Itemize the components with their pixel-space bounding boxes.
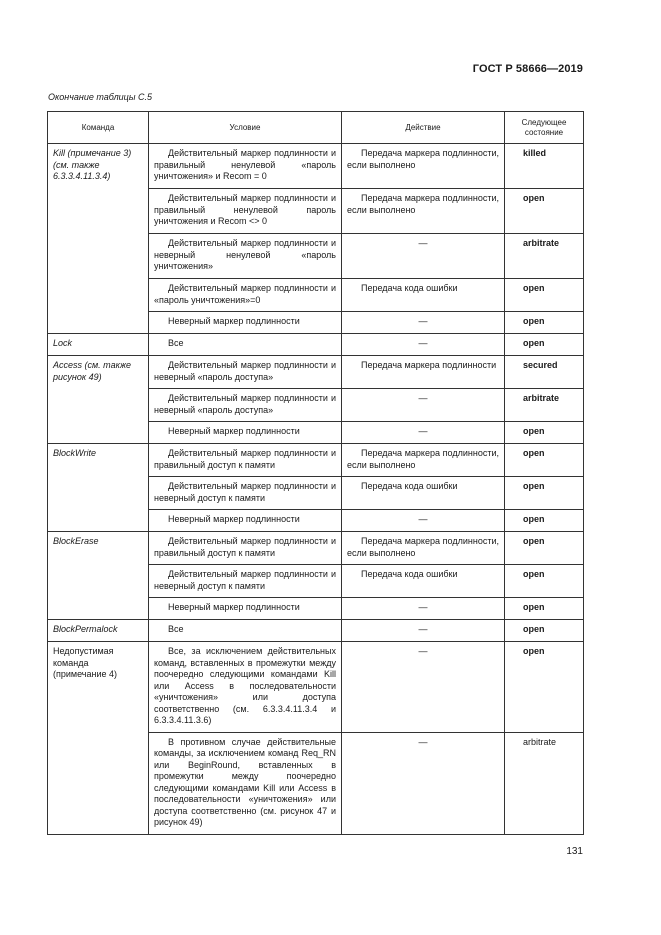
next-state-cell: open xyxy=(505,510,584,532)
standard-number: ГОСТ Р 58666—2019 xyxy=(472,63,583,75)
action-cell: Передача маркера подлинности, если выполнено xyxy=(342,444,505,477)
condition-cell: Неверный маркер подлинности xyxy=(149,312,342,334)
next-state-cell: open xyxy=(505,279,584,312)
action-cell: Передача маркера подлинности, если выполнено xyxy=(342,189,505,234)
table-header-row xyxy=(48,112,584,144)
action-cell: — xyxy=(342,389,505,422)
next-state-cell: open xyxy=(505,422,584,444)
next-state-cell: open xyxy=(505,598,584,620)
condition-cell: Действительный маркер подлинности и неверный доступ к памяти xyxy=(149,565,342,598)
next-state-cell: arbitrate xyxy=(505,732,584,834)
action-cell: — xyxy=(342,422,505,444)
next-state-cell: arbitrate xyxy=(505,234,584,279)
next-state-cell: open xyxy=(505,532,584,565)
action-cell: — xyxy=(342,642,505,733)
page-number: 131 xyxy=(566,846,583,857)
next-state-cell: secured xyxy=(505,356,584,389)
header-next-state: Следующее состояние xyxy=(505,112,584,144)
header-condition: Условие xyxy=(149,112,342,144)
action-cell: Передача кода ошибки xyxy=(342,279,505,312)
next-state-cell: open xyxy=(505,565,584,598)
action-cell: — xyxy=(342,732,505,834)
header-action: Действие xyxy=(342,112,505,144)
command-cell: BlockErase xyxy=(48,532,149,620)
condition-cell: Действительный маркер подлинности и «пароль уничтожения»=0 xyxy=(149,279,342,312)
condition-cell: Действительный маркер подлинности и правильный доступ к памяти xyxy=(149,532,342,565)
command-cell: BlockWrite xyxy=(48,444,149,532)
table-row xyxy=(48,144,584,189)
state-transition-table xyxy=(47,111,584,835)
table-row xyxy=(48,642,584,733)
next-state-cell: open xyxy=(505,620,584,642)
next-state-cell: open xyxy=(505,477,584,510)
action-cell: — xyxy=(342,598,505,620)
condition-cell: Неверный маркер подлинности xyxy=(149,598,342,620)
condition-cell: Все xyxy=(149,620,342,642)
condition-cell: Действительный маркер подлинности и неверный «пароль доступа» xyxy=(149,389,342,422)
table-row xyxy=(48,532,584,565)
action-cell: Передача маркера подлинности, если выполнено xyxy=(342,144,505,189)
command-cell: Lock xyxy=(48,334,149,356)
action-cell: — xyxy=(342,334,505,356)
table-caption: Окончание таблицы С.5 xyxy=(48,92,152,102)
condition-cell: Действительный маркер подлинности и неверный «пароль доступа» xyxy=(149,356,342,389)
next-state-cell: open xyxy=(505,189,584,234)
table-row xyxy=(48,356,584,389)
action-cell: — xyxy=(342,312,505,334)
condition-cell: Действительный маркер подлинности и правильный ненулевой «пароль уничтожения» и Recom = 0 xyxy=(149,144,342,189)
command-cell: Недопустимая команда (примечание 4) xyxy=(48,642,149,835)
next-state-cell: open xyxy=(505,312,584,334)
action-cell: — xyxy=(342,510,505,532)
table-row xyxy=(48,444,584,477)
action-cell: Передача кода ошибки xyxy=(342,477,505,510)
condition-cell: Действительный маркер подлинности и неверный доступ к памяти xyxy=(149,477,342,510)
next-state-cell: killed xyxy=(505,144,584,189)
next-state-cell: open xyxy=(505,444,584,477)
action-cell: Передача кода ошибки xyxy=(342,565,505,598)
condition-cell: Действительный маркер подлинности и правильный доступ к памяти xyxy=(149,444,342,477)
condition-cell: Действительный маркер подлинности и правильный ненулевой пароль уничтожения и Recom <> 0 xyxy=(149,189,342,234)
condition-cell: Все xyxy=(149,334,342,356)
condition-cell: Неверный маркер подлинности xyxy=(149,422,342,444)
header-command: Команда xyxy=(48,112,149,144)
action-cell: — xyxy=(342,234,505,279)
action-cell: Передача маркера подлинности xyxy=(342,356,505,389)
next-state-cell: open xyxy=(505,334,584,356)
action-cell: — xyxy=(342,620,505,642)
table-row xyxy=(48,334,584,356)
condition-cell: Все, за исключением действительных команд, вставленных в промежутки между поочередно следующими командами Kill или Access в последовательности «уничтожения» или доступа соответственно (см. 6.3.3.4.11.3.4 и 6.3.3.4.11.3.6) xyxy=(149,642,342,733)
action-cell: Передача маркера подлинности, если выполнено xyxy=(342,532,505,565)
command-cell: Kill (примечание 3) (см. также 6.3.3.4.11.3.4) xyxy=(48,144,149,334)
command-cell: Access (см. также рисунок 49) xyxy=(48,356,149,444)
condition-cell: В противном случае действительные команды, за исключением команд Req_RN или BeginRound, вставленных в промежутки между поочередно следующими командами Kill или Access в последовательности «уничтожения» или доступа соответственно (см. рисунок 47 и рисунок 49) xyxy=(149,732,342,834)
table-row xyxy=(48,620,584,642)
next-state-cell: arbitrate xyxy=(505,389,584,422)
command-cell: BlockPermalock xyxy=(48,620,149,642)
next-state-cell: open xyxy=(505,642,584,733)
condition-cell: Действительный маркер подлинности и неверный ненулевой «пароль уничтожения» xyxy=(149,234,342,279)
condition-cell: Неверный маркер подлинности xyxy=(149,510,342,532)
